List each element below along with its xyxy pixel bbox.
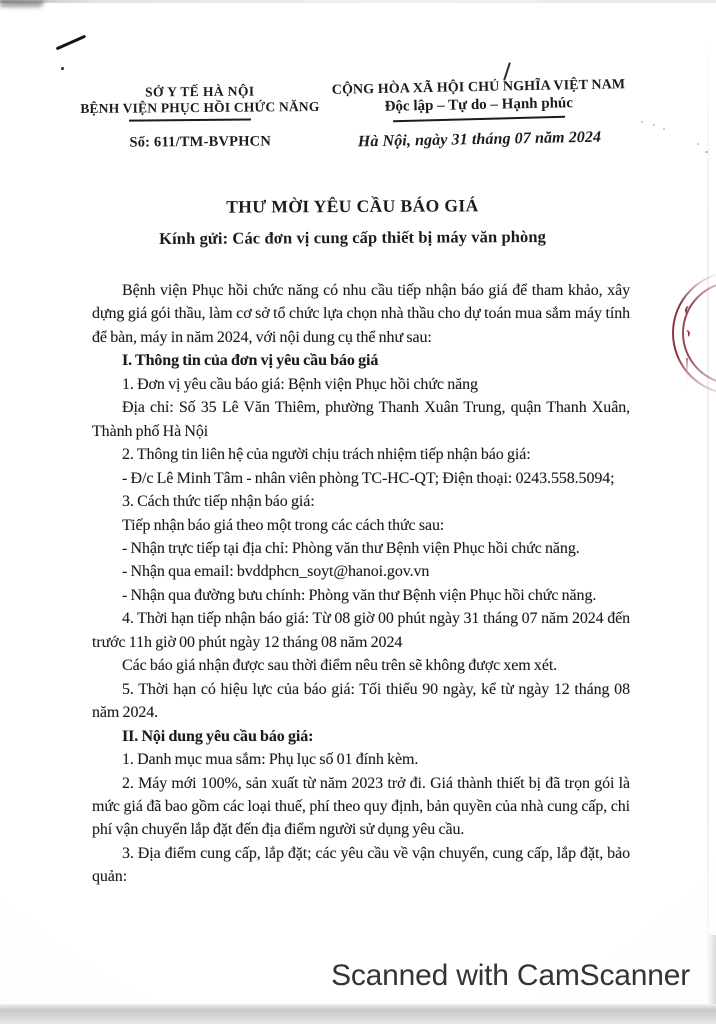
red-stamp-edge [660,270,716,410]
title-block [80,195,625,250]
scan-bottom-band [0,1004,716,1024]
motto-underline [393,116,565,122]
document-subtitle: Kính gửi: Các đơn vị cung cấp thiết bị máy văn phòng [159,226,547,249]
stamp-ink-tail [686,358,688,392]
stray-ink-slash [503,62,511,81]
paragraph: Địa chỉ: Số 35 Lê Văn Thiêm, phường Thanh Xuân Trung, quận Thanh Xuân, Thành phố Hà Nội [92,399,630,440]
page-right-shade [707,935,716,1005]
scan-speckle [663,128,665,130]
paragraph: - Đ/c Lê Minh Tâm - nhân viên phòng TC-HC-QT; Điện thoại: 0243.558.5094; [122,469,615,487]
paragraph: 3. Cách thức tiếp nhận báo giá: [122,493,315,511]
paragraph: 4. Thời hạn tiếp nhận báo giá: Từ 08 giờ 00 phút ngày 31 tháng 07 năm 2024 đến trước 11h giờ 00 phút ngày 12 tháng 08 năm 2024 [92,610,630,651]
section-heading-2: II. Nội dung yêu cầu báo giá: [122,727,314,745]
country-name: CỘNG HÒA XÃ HỘI CHỦ NGHĨA VIỆT NAM [331,77,626,98]
document-number: Số: 611/TM-BVPHCN [129,132,272,151]
paragraph: - Nhận trực tiếp tại địa chỉ: Phòng văn thư Bệnh viện Phục hồi chức năng. [122,539,580,557]
paragraph: 5. Thời hạn có hiệu lực của báo giá: Tối thiểu 90 ngày, kể từ ngày 12 tháng 08 năm 2024. [92,680,630,722]
parent-org-name: SỞ Y TẾ HÀ NỘI [145,83,255,100]
paragraph: Tiếp nhận báo giá theo một trong các cách thức sau: [122,516,445,534]
section-heading-1: I. Thông tin của đơn vị yêu cầu báo giá [122,352,379,370]
scan-speckle [653,124,655,126]
paragraph: - Nhận qua đường bưu chính: Phòng văn thư Bệnh viện Phục hồi chức năng. [122,586,597,604]
header-issuer-block [60,83,341,152]
document-body [92,279,630,889]
scan-speckle [697,143,699,145]
paragraph: 2. Thông tin liên hệ của người chịu trách nhiệm tiếp nhận báo giá: [122,446,531,464]
paragraph: 2. Máy mới 100%, sản xuất từ năm 2023 trở đi. Giá thành thiết bị đã trọn gói là mức giá đã bao gồm các loại thuế, phí theo quy định, bản quyền của nhà cung cấp, chi phí vận chuyển lắp đặt đến địa điểm người sử dụng yêu cầu. [92,774,630,839]
scan-top-edge [0,0,716,3]
scan-speckle [641,121,643,123]
scan-corner-smudge [0,0,44,7]
paragraph: - Nhận qua email: bvddphcn_soyt@hanoi.gov.vn [122,563,430,581]
paragraph: 3. Địa điểm cung cấp, lắp đặt; các yêu cầu về vận chuyển, cung cấp, lắp đặt, bảo quản: [92,844,630,886]
pen-dot-mark [61,67,64,70]
national-motto: Độc lập – Tự do – Hạnh phúc [384,95,574,115]
camscanner-watermark: Scanned with CamScanner [331,959,690,992]
page-edge-line [707,30,709,1005]
paragraph: Các báo giá nhận được sau thời điểm nêu trên sẽ không được xem xét. [122,657,558,675]
paragraph: 1. Danh mục mua sắm: Phụ lục số 01 đính kèm. [122,751,419,769]
org-name: BỆNH VIỆN PHỤC HỒI CHỨC NĂNG [80,98,320,117]
header-national-block [327,77,630,151]
pen-stroke-mark [56,35,87,51]
paragraph: 1. Đơn vị yêu cầu báo giá: Bệnh viện Phục hồi chức năng [122,375,478,393]
intro-paragraph: Bệnh viện Phục hồi chức năng có nhu cầu tiếp nhận báo giá để tham khảo, xây dựng giá gói thầu, làm cơ sở tổ chức lựa chọn nhà thầu cho dự toán mua sắm máy tính để bàn, máy in năm 2024, với nội dung cụ thể như sau: [92,282,630,346]
document-title: THƯ MỜI YÊU CẦU BÁO GIÁ [226,195,479,217]
org-name-underline [129,119,251,122]
date-line: Hà Nội, ngày 31 tháng 07 năm 2024 [357,128,602,150]
